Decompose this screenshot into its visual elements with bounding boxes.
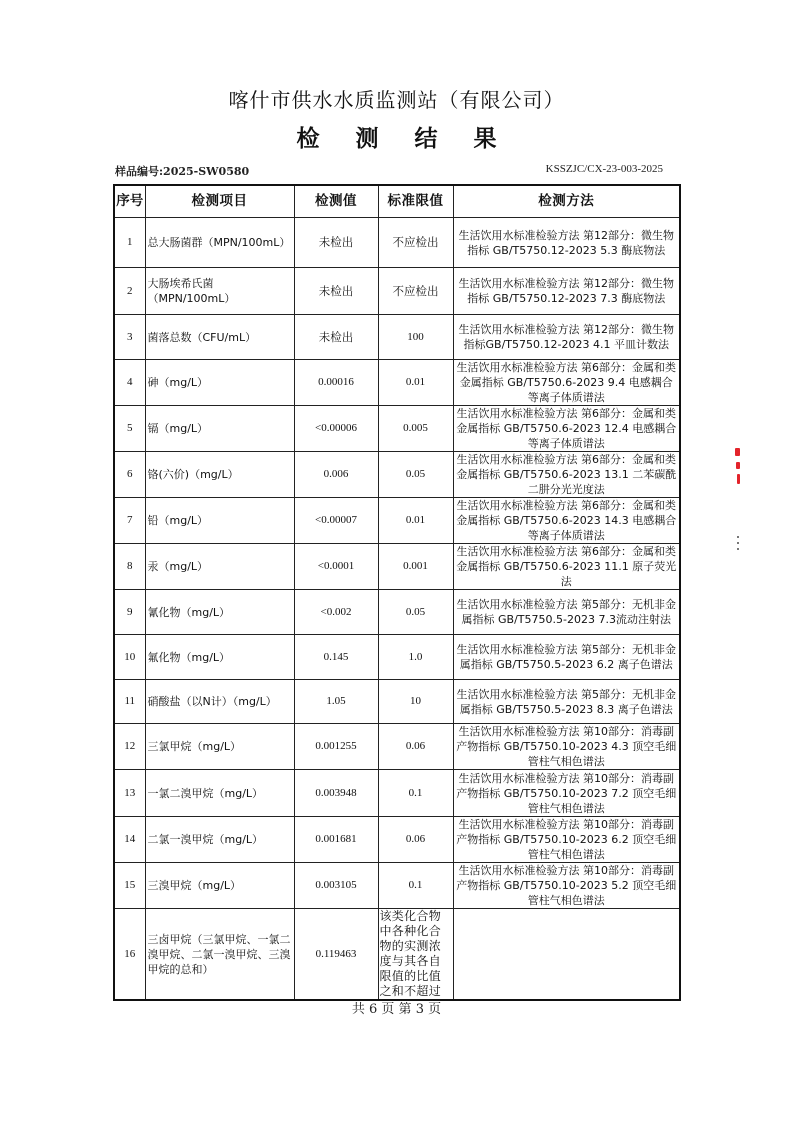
table-row (114, 315, 680, 360)
row-item: 二氯一溴甲烷（mg/L） (145, 817, 294, 863)
column-header-value: 检测值 (294, 185, 378, 218)
row-item: 镉（mg/L） (145, 406, 294, 452)
row-value: <0.002 (294, 590, 378, 635)
row-item: 铬(六价)（mg/L） (145, 452, 294, 498)
row-method: 生活饮用水标准检验方法 第12部分：微生物指标GB/T5750.12-2023 4.1 平皿计数法 (453, 315, 680, 360)
row-index: 13 (114, 770, 145, 817)
row-item: 砷（mg/L） (145, 360, 294, 406)
row-limit: 0.01 (378, 498, 453, 544)
row-index: 11 (114, 680, 145, 724)
report-title: 检 测 结 果 (296, 126, 511, 152)
row-limit: 0.06 (378, 724, 453, 770)
row-item: 汞（mg/L） (145, 544, 294, 590)
table-row (114, 863, 680, 909)
row-value: 0.003948 (294, 770, 378, 817)
row-method: 生活饮用水标准检验方法 第6部分：金属和类金属指标 GB/T5750.6-2023 11.1 原子荧光法 (453, 544, 680, 590)
row-index: 6 (114, 452, 145, 498)
table-row (114, 680, 680, 724)
row-limit: 该类化合物中各种化合物的实测浓度与其各自限值的比值之和不超过 (378, 909, 453, 1001)
row-item: 铅（mg/L） (145, 498, 294, 544)
organization-title: 喀什市供水水质监测站（有限公司） (228, 88, 565, 112)
row-method: 生活饮用水标准检验方法 第6部分：金属和类金属指标 GB/T5750.6-2023 14.3 电感耦合等离子体质谱法 (453, 498, 680, 544)
table-row (114, 724, 680, 770)
results-table (113, 184, 681, 1001)
row-item: 大肠埃希氏菌（MPN/100mL） (145, 268, 294, 315)
page-number: 共 6 页 第 3 页 (351, 1002, 442, 1017)
row-method: 生活饮用水标准检验方法 第6部分：金属和类金属指标 GB/T5750.6-2023 13.1 二苯碳酰二肼分光光度法 (453, 452, 680, 498)
row-limit: 0.001 (378, 544, 453, 590)
row-item: 总大肠菌群（MPN/100mL） (145, 218, 294, 268)
row-item: 三卤甲烷（三氯甲烷、一氯二溴甲烷、二氯一溴甲烷、三溴甲烷的总和） (145, 909, 294, 1001)
table-row (114, 498, 680, 544)
row-value: 0.00016 (294, 360, 378, 406)
row-limit: 10 (378, 680, 453, 724)
row-item: 氰化物（mg/L） (145, 590, 294, 635)
seam-stamp-fragment (733, 448, 743, 488)
column-header-method: 检测方法 (453, 185, 680, 218)
row-value: 0.145 (294, 635, 378, 680)
seam-mark-dots (737, 536, 740, 554)
row-method: 生活饮用水标准检验方法 第6部分：金属和类金属指标 GB/T5750.6-2023 12.4 电感耦合等离子体质谱法 (453, 406, 680, 452)
row-limit: 100 (378, 315, 453, 360)
row-value: 0.119463 (294, 909, 378, 1001)
row-limit: 0.05 (378, 452, 453, 498)
table-row (114, 770, 680, 817)
row-value: 0.001681 (294, 817, 378, 863)
row-method (453, 909, 680, 1001)
row-index: 9 (114, 590, 145, 635)
row-index: 15 (114, 863, 145, 909)
row-limit: 0.05 (378, 590, 453, 635)
row-index: 2 (114, 268, 145, 315)
row-limit: 不应检出 (378, 268, 453, 315)
row-value: 未检出 (294, 315, 378, 360)
row-index: 16 (114, 909, 145, 1001)
row-method: 生活饮用水标准检验方法 第12部分：微生物指标 GB/T5750.12-2023 5.3 酶底物法 (453, 218, 680, 268)
row-value: <0.00006 (294, 406, 378, 452)
row-value: <0.00007 (294, 498, 378, 544)
row-index: 4 (114, 360, 145, 406)
row-index: 7 (114, 498, 145, 544)
row-limit: 1.0 (378, 635, 453, 680)
row-method: 生活饮用水标准检验方法 第5部分：无机非金属指标 GB/T5750.5-2023 8.3 离子色谱法 (453, 680, 680, 724)
row-index: 3 (114, 315, 145, 360)
row-index: 10 (114, 635, 145, 680)
row-method: 生活饮用水标准检验方法 第10部分：消毒副产物指标 GB/T5750.10-2023 4.3 顶空毛细管柱气相色谱法 (453, 724, 680, 770)
row-value: 0.001255 (294, 724, 378, 770)
table-row (114, 406, 680, 452)
table-row (114, 817, 680, 863)
row-method: 生活饮用水标准检验方法 第10部分：消毒副产物指标 GB/T5750.10-2023 6.2 顶空毛细管柱气相色谱法 (453, 817, 680, 863)
table-row (114, 544, 680, 590)
row-limit: 0.1 (378, 770, 453, 817)
row-item: 硝酸盐（以N计）（mg/L） (145, 680, 294, 724)
sample-number: 样品编号:2025-SW0580 (115, 165, 250, 178)
column-header-item: 检测项目 (145, 185, 294, 218)
row-value: 0.003105 (294, 863, 378, 909)
row-index: 12 (114, 724, 145, 770)
row-value: 未检出 (294, 268, 378, 315)
row-index: 8 (114, 544, 145, 590)
table-row (114, 268, 680, 315)
row-value: <0.0001 (294, 544, 378, 590)
row-value: 0.006 (294, 452, 378, 498)
table-row (114, 590, 680, 635)
row-method: 生活饮用水标准检验方法 第10部分：消毒副产物指标 GB/T5750.10-2023 5.2 顶空毛细管柱气相色谱法 (453, 863, 680, 909)
column-header-limit: 标准限值 (378, 185, 453, 218)
row-item: 三氯甲烷（mg/L） (145, 724, 294, 770)
row-method: 生活饮用水标准检验方法 第6部分：金属和类金属指标 GB/T5750.6-2023 9.4 电感耦合等离子体质谱法 (453, 360, 680, 406)
row-index: 1 (114, 218, 145, 268)
row-item: 菌落总数（CFU/mL） (145, 315, 294, 360)
row-method: 生活饮用水标准检验方法 第10部分：消毒副产物指标 GB/T5750.10-2023 7.2 顶空毛细管柱气相色谱法 (453, 770, 680, 817)
table-row (114, 635, 680, 680)
column-header-index: 序号 (114, 185, 145, 218)
row-item: 一氯二溴甲烷（mg/L） (145, 770, 294, 817)
document-code: KSSZJC/CX-23-003-2025 (545, 163, 663, 175)
row-index: 5 (114, 406, 145, 452)
row-index: 14 (114, 817, 145, 863)
row-limit: 不应检出 (378, 218, 453, 268)
row-limit: 0.005 (378, 406, 453, 452)
row-item: 三溴甲烷（mg/L） (145, 863, 294, 909)
table-row (114, 218, 680, 268)
row-value: 1.05 (294, 680, 378, 724)
table-row (114, 360, 680, 406)
row-method: 生活饮用水标准检验方法 第5部分：无机非金属指标 GB/T5750.5-2023 7.3流动注射法 (453, 590, 680, 635)
table-header-row (114, 185, 680, 218)
row-value: 未检出 (294, 218, 378, 268)
row-method: 生活饮用水标准检验方法 第12部分：微生物指标 GB/T5750.12-2023 7.3 酶底物法 (453, 268, 680, 315)
table-row (114, 909, 680, 1001)
row-limit: 0.06 (378, 817, 453, 863)
table-row (114, 452, 680, 498)
row-item: 氟化物（mg/L） (145, 635, 294, 680)
row-method: 生活饮用水标准检验方法 第5部分：无机非金属指标 GB/T5750.5-2023 6.2 离子色谱法 (453, 635, 680, 680)
row-limit: 0.01 (378, 360, 453, 406)
row-limit: 0.1 (378, 863, 453, 909)
